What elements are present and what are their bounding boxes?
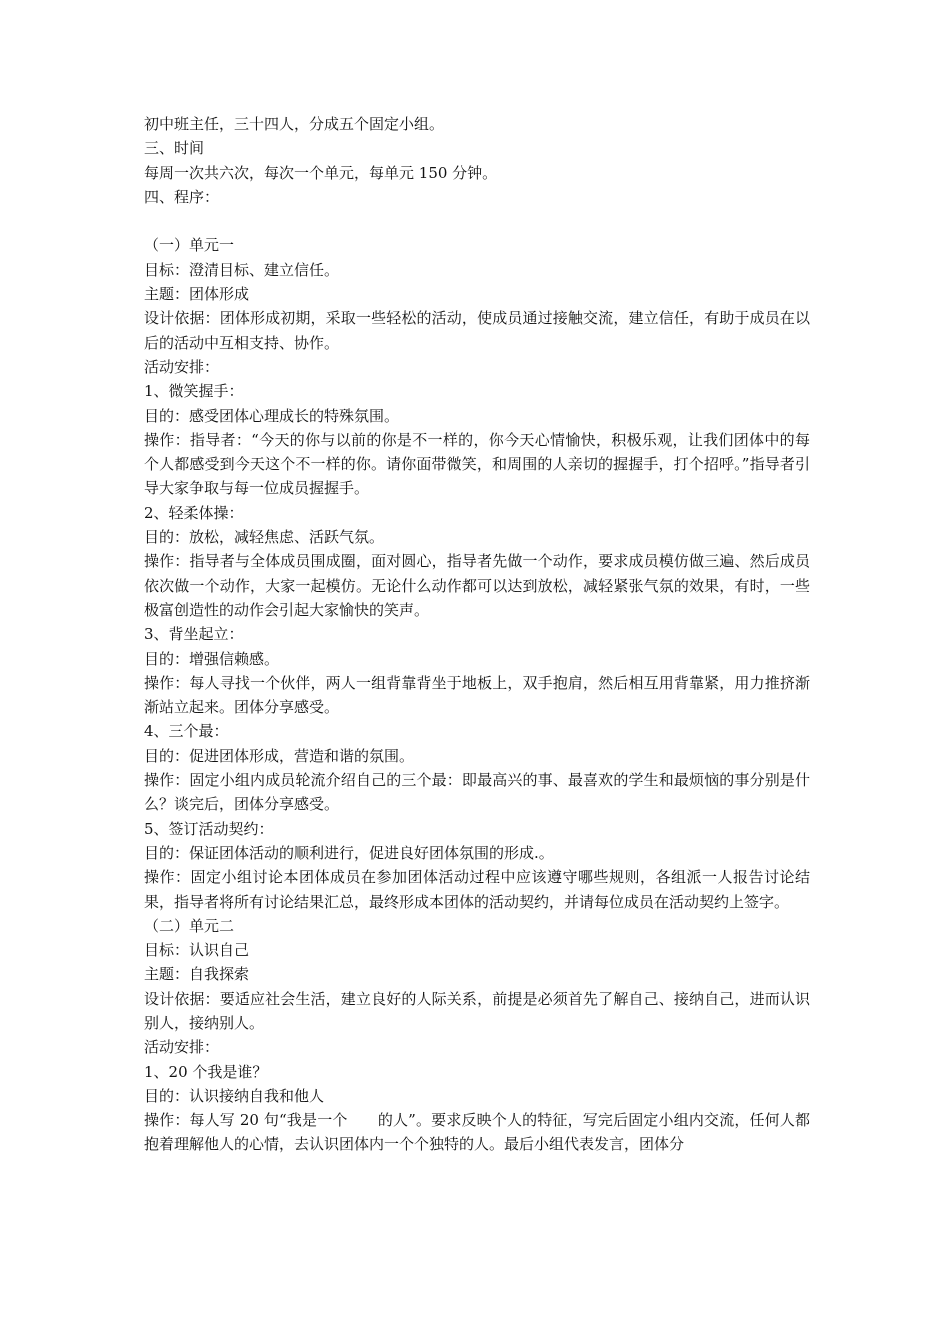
paragraph: 操作：指导者：“今天的你与以前的你是不一样的，你今天心情愉快，积极乐观，让我们团体中的每个人都感受到今天这个不一样的你。请你面带微笑，和周围的人亲切的握握手，打个招呼。”指导者引导大家争取与每一位成员握握手。 bbox=[144, 430, 810, 498]
blank-line bbox=[144, 209, 810, 233]
text-line: 目的：保证团体活动的顺利进行，促进良好团体氛围的形成.。 bbox=[144, 843, 554, 862]
paragraph: 设计依据：团体形成初期，采取一些轻松的活动，使成员通过接触交流，建立信任，有助于成员在以后的活动中互相支持、协作。 bbox=[144, 309, 810, 352]
activity-heading: 1、微笑握手： bbox=[144, 382, 244, 401]
paragraph: 操作：指导者与全体成员围成圈，面对圆心，指导者先做一个动作，要求成员模仿做三遍、然后成员依次做一个动作，大家一起模仿。无论什么动作都可以达到放松，减轻紧张气氛的效果，有时，一些极富创造性的动作会引起大家愉快的笑声。 bbox=[144, 552, 810, 619]
text-line: 目的：感受团体心理成长的特殊氛围。 bbox=[144, 406, 400, 425]
text-line: 活动安排： bbox=[144, 1038, 220, 1057]
text-line: 目的：放松，减轻焦虑、活跃气氛。 bbox=[144, 528, 385, 547]
paragraph: 设计依据：要适应社会生活，建立良好的人际关系，前提是必须首先了解自己、接纳自己，进而认识别人，接纳别人。 bbox=[144, 989, 810, 1032]
text-line: 初中班主任，三十四人，分成五个固定小组。 bbox=[144, 115, 445, 133]
paragraph: 操作：每人写 20 句“我是一个 的人”。要求反映个人的特征，写完后固定小组内交流，任何人都抱着理解他人的心情，去认识团体内一个个独特的人。最后小组代表发言，团体分 bbox=[144, 1111, 810, 1154]
unit-heading-1: （一）单元一 bbox=[144, 236, 235, 255]
text-line: 每周一次共六次，每次一个单元，每单元 150 分钟。 bbox=[144, 163, 498, 182]
text-line: 目的：认识接纳自我和他人 bbox=[144, 1086, 325, 1105]
section-heading-procedure: 四、程序： bbox=[144, 187, 220, 206]
section-heading-time: 三、时间 bbox=[144, 139, 205, 158]
paragraph: 操作：固定小组讨论本团体成员在参加团体活动过程中应该遵守哪些规则，各组派一人报告讨论结果，指导者将所有讨论结果汇总，最终形成本团体的活动契约，并请每位成员在活动契约上签字。 bbox=[144, 868, 810, 911]
text-line: 目的：增强信赖感。 bbox=[144, 649, 280, 668]
paragraph: 操作：每人寻找一个伙伴，两人一组背靠背坐于地板上，双手抱肩，然后相互用背靠紧，用力推挤渐渐站立起来。团体分享感受。 bbox=[144, 673, 810, 717]
activity-heading: 4、三个最： bbox=[144, 722, 229, 741]
activity-heading: 2、轻柔体操： bbox=[144, 503, 244, 522]
activity-heading: 1、20 个我是谁？ bbox=[144, 1062, 268, 1081]
text-line: 主题：团体形成 bbox=[144, 285, 250, 304]
text-line: 目标：认识自己 bbox=[144, 941, 250, 960]
text-line: 活动安排： bbox=[144, 357, 220, 376]
activity-heading: 5、签订活动契约： bbox=[144, 819, 274, 838]
document-body bbox=[144, 112, 810, 1157]
text-line: 目的：促进团体形成，营造和谐的氛围。 bbox=[144, 746, 415, 765]
text-line: 主题：自我探索 bbox=[144, 965, 250, 984]
paragraph: 操作：固定小组内成员轮流介绍自己的三个最：即最高兴的事、最喜欢的学生和最烦恼的事分别是什么？谈完后，团体分享感受。 bbox=[144, 771, 810, 814]
activity-heading: 3、背坐起立： bbox=[144, 625, 244, 644]
unit-heading-2: （二）单元二 bbox=[144, 916, 235, 935]
text-line: 目标：澄清目标、建立信任。 bbox=[144, 260, 340, 279]
